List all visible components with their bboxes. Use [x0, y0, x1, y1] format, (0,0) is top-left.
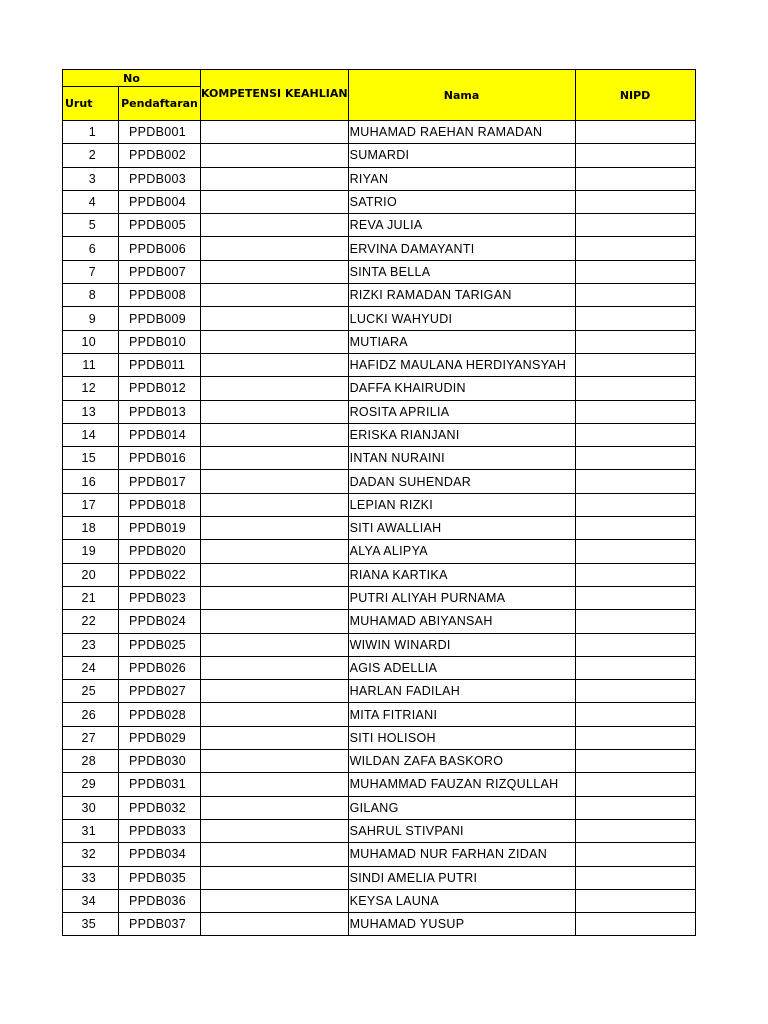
cell-pendaftaran[interactable]: PPDB006 [119, 237, 201, 260]
cell-nama[interactable]: AGIS ADELLIA [348, 656, 575, 679]
table-row [63, 260, 696, 283]
header-pendaftaran: Pendaftaran [119, 87, 201, 121]
table-row [63, 377, 696, 400]
cell-nama[interactable]: PUTRI ALIYAH PURNAMA [348, 586, 575, 609]
cell-pendaftaran[interactable]: PPDB004 [119, 190, 201, 213]
table-row [63, 610, 696, 633]
cell-nama[interactable]: HAFIDZ MAULANA HERDIYANSYAH [348, 353, 575, 376]
cell-pendaftaran[interactable]: PPDB026 [119, 656, 201, 679]
cell-pendaftaran[interactable]: PPDB007 [119, 260, 201, 283]
cell-pendaftaran[interactable]: PPDB012 [119, 377, 201, 400]
cell-pendaftaran[interactable]: PPDB024 [119, 610, 201, 633]
cell-urut[interactable]: 32 [63, 843, 119, 866]
cell-pendaftaran[interactable]: PPDB036 [119, 889, 201, 912]
cell-pendaftaran[interactable]: PPDB016 [119, 447, 201, 470]
cell-nama[interactable]: MUHAMAD ABIYANSAH [348, 610, 575, 633]
cell-nama[interactable]: DAFFA KHAIRUDIN [348, 377, 575, 400]
cell-urut[interactable]: 6 [63, 237, 119, 260]
cell-kompetensi[interactable] [201, 330, 349, 353]
table-row [63, 447, 696, 470]
cell-kompetensi[interactable] [201, 493, 349, 516]
table-row [63, 330, 696, 353]
table-row [63, 750, 696, 773]
cell-nipd[interactable] [575, 121, 695, 144]
table-row [63, 493, 696, 516]
cell-urut[interactable]: 27 [63, 726, 119, 749]
cell-nipd[interactable] [575, 447, 695, 470]
cell-kompetensi[interactable] [201, 167, 349, 190]
cell-urut[interactable]: 3 [63, 167, 119, 190]
cell-nama[interactable]: ALYA ALIPYA [348, 540, 575, 563]
cell-nipd[interactable] [575, 423, 695, 446]
cell-pendaftaran[interactable]: PPDB017 [119, 470, 201, 493]
cell-nipd[interactable] [575, 470, 695, 493]
cell-nama[interactable]: MUTIARA [348, 330, 575, 353]
table-row [63, 214, 696, 237]
table-row [63, 889, 696, 912]
cell-kompetensi[interactable] [201, 563, 349, 586]
header-kompetensi-keahlian: KOMPETENSI KEAHLIAN [201, 70, 349, 121]
cell-pendaftaran[interactable]: PPDB005 [119, 214, 201, 237]
cell-pendaftaran[interactable]: PPDB010 [119, 330, 201, 353]
cell-nama[interactable]: LUCKI WAHYUDI [348, 307, 575, 330]
cell-nipd[interactable] [575, 330, 695, 353]
table-row [63, 353, 696, 376]
cell-nama[interactable]: MUHAMAD RAEHAN RAMADAN [348, 121, 575, 144]
table-row [63, 656, 696, 679]
student-table [62, 69, 696, 936]
cell-nama[interactable]: REVA JULIA [348, 214, 575, 237]
cell-nama[interactable]: ROSITA APRILIA [348, 400, 575, 423]
cell-nipd[interactable] [575, 889, 695, 912]
cell-pendaftaran[interactable]: PPDB003 [119, 167, 201, 190]
cell-kompetensi[interactable] [201, 656, 349, 679]
cell-nipd[interactable] [575, 214, 695, 237]
table-row [63, 284, 696, 307]
cell-kompetensi[interactable] [201, 843, 349, 866]
cell-nama[interactable]: SATRIO [348, 190, 575, 213]
cell-pendaftaran[interactable]: PPDB029 [119, 726, 201, 749]
cell-nama[interactable]: MITA FITRIANI [348, 703, 575, 726]
cell-pendaftaran[interactable]: PPDB032 [119, 796, 201, 819]
cell-nipd[interactable] [575, 493, 695, 516]
cell-pendaftaran[interactable]: PPDB035 [119, 866, 201, 889]
table-row [63, 913, 696, 936]
cell-kompetensi[interactable] [201, 517, 349, 540]
cell-nipd[interactable] [575, 586, 695, 609]
cell-nama[interactable]: SINTA BELLA [348, 260, 575, 283]
cell-nipd[interactable] [575, 656, 695, 679]
cell-urut[interactable]: 5 [63, 214, 119, 237]
cell-nama[interactable]: RIYAN [348, 167, 575, 190]
cell-nipd[interactable] [575, 819, 695, 842]
cell-nipd[interactable] [575, 284, 695, 307]
cell-urut[interactable]: 7 [63, 260, 119, 283]
table-row [63, 121, 696, 144]
cell-nipd[interactable] [575, 190, 695, 213]
cell-pendaftaran[interactable]: PPDB037 [119, 913, 201, 936]
cell-nama[interactable]: DADAN SUHENDAR [348, 470, 575, 493]
cell-urut[interactable]: 22 [63, 610, 119, 633]
cell-pendaftaran[interactable]: PPDB008 [119, 284, 201, 307]
cell-nipd[interactable] [575, 260, 695, 283]
cell-pendaftaran[interactable]: PPDB019 [119, 517, 201, 540]
cell-pendaftaran[interactable]: PPDB033 [119, 819, 201, 842]
cell-nama[interactable]: SUMARDI [348, 144, 575, 167]
cell-nama[interactable]: ERISKA RIANJANI [348, 423, 575, 446]
cell-pendaftaran[interactable]: PPDB028 [119, 703, 201, 726]
cell-nipd[interactable] [575, 353, 695, 376]
cell-kompetensi[interactable] [201, 307, 349, 330]
cell-nama[interactable]: MUHAMAD YUSUP [348, 913, 575, 936]
cell-pendaftaran[interactable]: PPDB025 [119, 633, 201, 656]
table-row [63, 237, 696, 260]
cell-nipd[interactable] [575, 563, 695, 586]
cell-pendaftaran[interactable]: PPDB027 [119, 680, 201, 703]
cell-nama[interactable]: ERVINA DAMAYANTI [348, 237, 575, 260]
cell-kompetensi[interactable] [201, 260, 349, 283]
cell-urut[interactable]: 13 [63, 400, 119, 423]
cell-kompetensi[interactable] [201, 796, 349, 819]
cell-urut[interactable]: 11 [63, 353, 119, 376]
cell-nipd[interactable] [575, 750, 695, 773]
table-body [63, 121, 696, 936]
cell-urut[interactable]: 31 [63, 819, 119, 842]
cell-urut[interactable]: 14 [63, 423, 119, 446]
cell-urut[interactable]: 35 [63, 913, 119, 936]
cell-urut[interactable]: 24 [63, 656, 119, 679]
cell-kompetensi[interactable] [201, 400, 349, 423]
cell-kompetensi[interactable] [201, 214, 349, 237]
cell-pendaftaran[interactable]: PPDB022 [119, 563, 201, 586]
cell-nama[interactable]: LEPIAN RIZKI [348, 493, 575, 516]
cell-pendaftaran[interactable]: PPDB023 [119, 586, 201, 609]
cell-kompetensi[interactable] [201, 726, 349, 749]
cell-kompetensi[interactable] [201, 447, 349, 470]
table-row [63, 796, 696, 819]
cell-nipd[interactable] [575, 167, 695, 190]
cell-nama[interactable]: KEYSA LAUNA [348, 889, 575, 912]
cell-nipd[interactable] [575, 517, 695, 540]
cell-kompetensi[interactable] [201, 680, 349, 703]
table-row [63, 307, 696, 330]
cell-nama[interactable]: SAHRUL STIVPANI [348, 819, 575, 842]
cell-nama[interactable]: RIZKI RAMADAN TARIGAN [348, 284, 575, 307]
cell-nama[interactable]: HARLAN FADILAH [348, 680, 575, 703]
cell-urut[interactable]: 23 [63, 633, 119, 656]
cell-kompetensi[interactable] [201, 144, 349, 167]
cell-pendaftaran[interactable]: PPDB020 [119, 540, 201, 563]
header-nama: Nama [348, 70, 575, 121]
cell-pendaftaran[interactable]: PPDB031 [119, 773, 201, 796]
cell-nipd[interactable] [575, 866, 695, 889]
cell-pendaftaran[interactable]: PPDB018 [119, 493, 201, 516]
cell-kompetensi[interactable] [201, 819, 349, 842]
cell-kompetensi[interactable] [201, 470, 349, 493]
cell-urut[interactable]: 1 [63, 121, 119, 144]
cell-nipd[interactable] [575, 633, 695, 656]
cell-kompetensi[interactable] [201, 633, 349, 656]
cell-nama[interactable]: MUHAMMAD FAUZAN RIZQULLAH [348, 773, 575, 796]
cell-urut[interactable]: 10 [63, 330, 119, 353]
cell-nama[interactable]: WILDAN ZAFA BASKORO [348, 750, 575, 773]
cell-kompetensi[interactable] [201, 866, 349, 889]
cell-nipd[interactable] [575, 237, 695, 260]
cell-kompetensi[interactable] [201, 889, 349, 912]
cell-urut[interactable]: 17 [63, 493, 119, 516]
cell-kompetensi[interactable] [201, 190, 349, 213]
cell-urut[interactable]: 19 [63, 540, 119, 563]
table-row [63, 726, 696, 749]
table-row [63, 400, 696, 423]
cell-nama[interactable]: GILANG [348, 796, 575, 819]
cell-urut[interactable]: 16 [63, 470, 119, 493]
table-row [63, 190, 696, 213]
cell-urut[interactable]: 33 [63, 866, 119, 889]
table-row [63, 866, 696, 889]
cell-nipd[interactable] [575, 843, 695, 866]
cell-nipd[interactable] [575, 773, 695, 796]
cell-urut[interactable]: 29 [63, 773, 119, 796]
cell-nipd[interactable] [575, 610, 695, 633]
cell-nipd[interactable] [575, 913, 695, 936]
table-row [63, 423, 696, 446]
cell-nipd[interactable] [575, 796, 695, 819]
cell-nama[interactable]: INTAN NURAINI [348, 447, 575, 470]
table-row [63, 517, 696, 540]
table-row [63, 563, 696, 586]
cell-kompetensi[interactable] [201, 237, 349, 260]
table-row [63, 144, 696, 167]
cell-nipd[interactable] [575, 726, 695, 749]
table-row [63, 819, 696, 842]
table-row [63, 773, 696, 796]
table-row [63, 470, 696, 493]
cell-kompetensi[interactable] [201, 586, 349, 609]
cell-nipd[interactable] [575, 540, 695, 563]
cell-urut[interactable]: 30 [63, 796, 119, 819]
table-row [63, 540, 696, 563]
cell-nipd[interactable] [575, 377, 695, 400]
cell-urut[interactable]: 25 [63, 680, 119, 703]
cell-urut[interactable]: 18 [63, 517, 119, 540]
table-row [63, 843, 696, 866]
cell-kompetensi[interactable] [201, 750, 349, 773]
cell-nipd[interactable] [575, 144, 695, 167]
cell-nipd[interactable] [575, 680, 695, 703]
cell-kompetensi[interactable] [201, 377, 349, 400]
cell-kompetensi[interactable] [201, 703, 349, 726]
cell-pendaftaran[interactable]: PPDB013 [119, 400, 201, 423]
cell-pendaftaran[interactable]: PPDB009 [119, 307, 201, 330]
cell-urut[interactable]: 8 [63, 284, 119, 307]
cell-pendaftaran[interactable]: PPDB011 [119, 353, 201, 376]
cell-kompetensi[interactable] [201, 353, 349, 376]
cell-pendaftaran[interactable]: PPDB001 [119, 121, 201, 144]
table-header [63, 70, 696, 121]
cell-urut[interactable]: 12 [63, 377, 119, 400]
cell-urut[interactable]: 34 [63, 889, 119, 912]
cell-urut[interactable]: 20 [63, 563, 119, 586]
table-row [63, 586, 696, 609]
cell-nama[interactable]: RIANA KARTIKA [348, 563, 575, 586]
cell-pendaftaran[interactable]: PPDB014 [119, 423, 201, 446]
cell-nama[interactable]: MUHAMAD NUR FARHAN ZIDAN [348, 843, 575, 866]
cell-urut[interactable]: 2 [63, 144, 119, 167]
cell-nama[interactable]: SINDI AMELIA PUTRI [348, 866, 575, 889]
cell-nipd[interactable] [575, 400, 695, 423]
cell-urut[interactable]: 26 [63, 703, 119, 726]
cell-pendaftaran[interactable]: PPDB002 [119, 144, 201, 167]
cell-nipd[interactable] [575, 703, 695, 726]
cell-urut[interactable]: 15 [63, 447, 119, 470]
cell-urut[interactable]: 9 [63, 307, 119, 330]
cell-nama[interactable]: WIWIN WINARDI [348, 633, 575, 656]
cell-pendaftaran[interactable]: PPDB034 [119, 843, 201, 866]
table-row [63, 633, 696, 656]
cell-pendaftaran[interactable]: PPDB030 [119, 750, 201, 773]
cell-kompetensi[interactable] [201, 423, 349, 446]
cell-urut[interactable]: 28 [63, 750, 119, 773]
header-nipd: NIPD [575, 70, 695, 121]
cell-nipd[interactable] [575, 307, 695, 330]
table-row [63, 680, 696, 703]
cell-kompetensi[interactable] [201, 610, 349, 633]
cell-urut[interactable]: 4 [63, 190, 119, 213]
cell-kompetensi[interactable] [201, 913, 349, 936]
cell-kompetensi[interactable] [201, 773, 349, 796]
cell-nama[interactable]: SITI AWALLIAH [348, 517, 575, 540]
cell-nama[interactable]: SITI HOLISOH [348, 726, 575, 749]
cell-urut[interactable]: 21 [63, 586, 119, 609]
cell-kompetensi[interactable] [201, 540, 349, 563]
cell-kompetensi[interactable] [201, 121, 349, 144]
header-urut: Urut [63, 87, 119, 121]
header-no: No [63, 70, 201, 87]
table-row [63, 703, 696, 726]
table-row [63, 167, 696, 190]
cell-kompetensi[interactable] [201, 284, 349, 307]
